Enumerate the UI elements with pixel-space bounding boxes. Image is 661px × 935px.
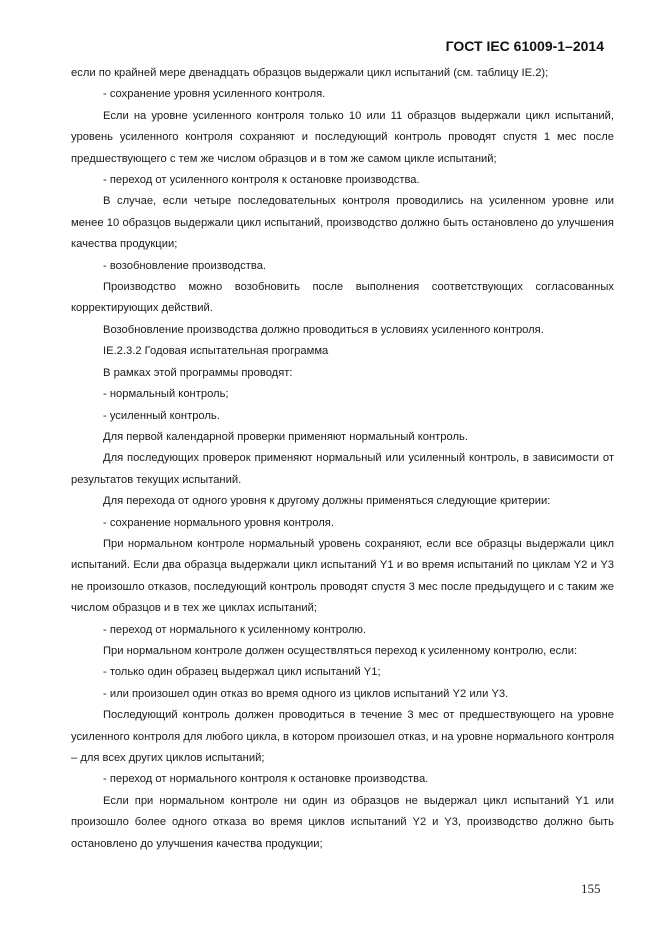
paragraph: - возобновление производства.	[103, 259, 267, 272]
paragraph: Для последующих проверок применяют нормальный или усиленный контроль, в зависимости от результатов текущих испытаний.	[71, 452, 614, 486]
paragraph: - нормальный контроль;	[103, 388, 229, 401]
paragraph: При нормальном контроле должен осуществляться переход к усиленному контролю, если:	[103, 644, 578, 657]
paragraph: - переход от нормального контроля к остановке производства.	[103, 773, 429, 786]
paragraph: В случае, если четыре последовательных контроля проводились на усиленном уровне или менее 10 образцов выдержали цикл испытаний, производство должно быть остановлено до улучшения качества продукции;	[71, 195, 614, 251]
paragraph: - или произошел один отказ во время одного из циклов испытаний Y2 или Y3.	[103, 687, 509, 700]
standard-header: ГОСТ IEC 61009-1–2014	[445, 38, 604, 54]
paragraph: если по крайней мере двенадцать образцов выдержали цикл испытаний (см. таблицу IE.2);	[71, 67, 549, 79]
paragraph: Если при нормальном контроле ни один из образцов не выдержал цикл испытаний Y1 или произошло более одного отказа во время циклов испытаний Y2 и Y3, производство должно быть остановлено до улучшения качества продукции;	[71, 794, 614, 850]
paragraph: Последующий контроль должен проводиться в течение 3 мес от предшествующего на уровне усиленного контроля для любого цикла, в котором произошел отказ, и на уровне нормального контроля – для всех других циклов испытаний;	[71, 709, 614, 764]
paragraph: IE.2.3.2 Годовая испытательная программа	[103, 345, 329, 358]
page-number: 155	[581, 881, 601, 896]
paragraph: - усиленный контроль.	[103, 409, 220, 422]
paragraph: - сохранение уровня усиленного контроля.	[103, 88, 326, 101]
paragraph: При нормальном контроле нормальный уровень сохраняют, если все образцы выдержали цикл испытаний. Если два образца выдержали цикл испытаний Y1 и во время испытаний по циклам Y2 и Y3 не произошло отказов, последующий контроль проводят спустя 3 мес после предыдущего и с таким же числом образцов и в тех же циклах испытаний;	[71, 537, 614, 615]
paragraph: Для перехода от одного уровня к другому должны применяться следующие критерии:	[103, 495, 551, 508]
paragraph: В рамках этой программы проводят:	[103, 366, 293, 379]
paragraph: Производство можно возобновить после выполнения соответствующих согласованных корректирующих действий.	[71, 281, 614, 315]
paragraph: Для первой календарной проверки применяют нормальный контроль.	[103, 430, 468, 443]
paragraph: - переход от усиленного контроля к остановке производства.	[103, 174, 420, 187]
paragraph: - только один образец выдержал цикл испытаний Y1;	[103, 666, 381, 679]
body-text	[71, 63, 614, 855]
paragraph: Возобновление производства должно проводиться в условиях усиленного контроля.	[103, 323, 544, 336]
paragraph: - переход от нормального к усиленному контролю.	[103, 623, 366, 636]
paragraph: - сохранение нормального уровня контроля.	[103, 516, 334, 529]
paragraph: Если на уровне усиленного контроля только 10 или 11 образцов выдержали цикл испытаний, уровень усиленного контроля сохраняют и последующий контроль проводят спустя 1 мес после предшествующего с тем же числом образцов и в том же самом цикле испытаний;	[71, 109, 614, 165]
